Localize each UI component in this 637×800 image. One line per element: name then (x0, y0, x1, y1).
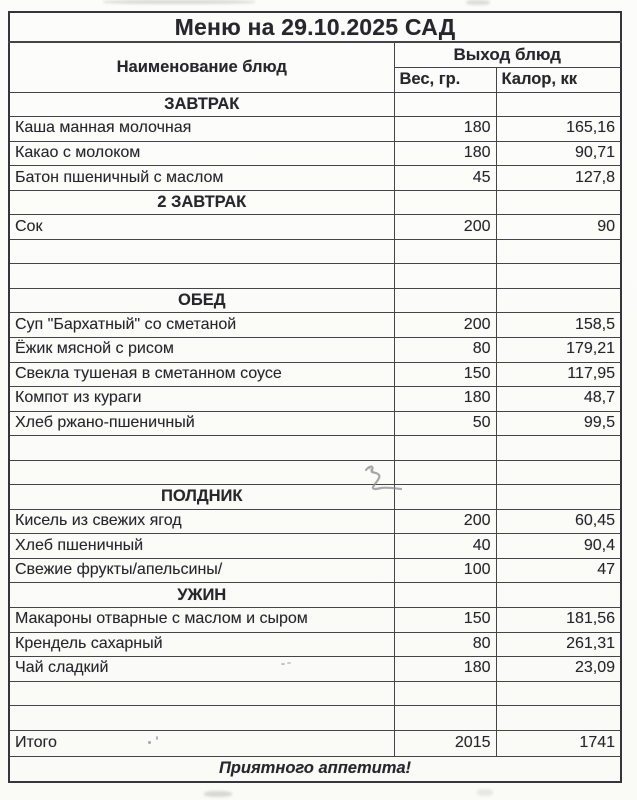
dish-name-cell: Хлеб ржано-пшеничный (9, 411, 394, 436)
column-header-calories: Калор, кк (496, 67, 621, 92)
dish-name-cell: УЖИН (9, 583, 394, 608)
dish-name-cell: ПОЛДНИК (9, 485, 394, 510)
item-row (9, 141, 621, 166)
scan-smudge-bottom-right (477, 789, 493, 796)
calories-cell: 117,95 (496, 362, 621, 387)
empty-row (9, 706, 621, 731)
calories-cell: 99,5 (496, 411, 621, 436)
item-row (9, 313, 621, 338)
calories-cell (496, 436, 621, 461)
weight-cell (394, 92, 496, 117)
weight-cell: 40 (394, 534, 496, 559)
item-row (9, 337, 621, 362)
dish-name-cell: ОБЕД (9, 288, 394, 313)
weight-cell: 180 (394, 387, 496, 412)
calories-cell: 60,45 (496, 509, 621, 534)
item-row (9, 632, 621, 657)
item-row (9, 558, 621, 583)
section-row (9, 92, 621, 117)
dish-name-cell (9, 239, 394, 264)
calories-cell (496, 460, 621, 485)
item-row (9, 509, 621, 534)
dish-name-cell (9, 460, 394, 485)
weight-cell (394, 485, 496, 510)
empty-row (9, 264, 621, 289)
weight-cell: 100 (394, 558, 496, 583)
weight-cell: 80 (394, 632, 496, 657)
weight-cell: 200 (394, 215, 496, 240)
weight-cell: 200 (394, 509, 496, 534)
weight-cell (394, 288, 496, 313)
calories-cell (496, 190, 621, 215)
calories-cell (496, 92, 621, 117)
item-row (9, 411, 621, 436)
dish-name-cell: Крендель сахарный (9, 632, 394, 657)
menu-footer (9, 756, 621, 782)
weight-cell (394, 239, 496, 264)
dish-name-cell: ЗАВТРАК (9, 92, 394, 117)
column-header-dish-name: Наименование блюд (9, 42, 394, 92)
calories-cell (496, 485, 621, 510)
weight-cell (394, 190, 496, 215)
footer-row (9, 756, 621, 782)
item-row (9, 607, 621, 632)
empty-row (9, 239, 621, 264)
column-header-output-group: Выход блюд (394, 42, 621, 67)
item-row (9, 166, 621, 191)
section-row (9, 190, 621, 215)
weight-cell (394, 583, 496, 608)
weight-cell: 45 (394, 166, 496, 191)
weight-cell: 180 (394, 117, 496, 142)
calories-cell (496, 706, 621, 731)
dish-name-cell: Свежие фрукты/апельсины/ (9, 558, 394, 583)
weight-cell: 2015 (394, 730, 496, 756)
weight-cell (394, 460, 496, 485)
calories-cell: 165,16 (496, 117, 621, 142)
weight-cell: 150 (394, 362, 496, 387)
section-row (9, 485, 621, 510)
item-row (9, 657, 621, 682)
page-title: Меню на 29.10.2025 САД (9, 12, 621, 42)
calories-cell: 179,21 (496, 337, 621, 362)
calories-cell: 90 (496, 215, 621, 240)
dish-name-cell: Свекла тушеная в сметанном соусе (9, 362, 394, 387)
menu-table (8, 11, 622, 783)
calories-cell: 90,71 (496, 141, 621, 166)
dish-name-cell: Чай сладкий (9, 657, 394, 682)
weight-cell: 180 (394, 657, 496, 682)
calories-cell (496, 264, 621, 289)
dish-name-cell (9, 706, 394, 731)
item-row (9, 362, 621, 387)
dish-name-cell: Компот из кураги (9, 387, 394, 412)
item-row (9, 534, 621, 559)
dish-name-cell: 2 ЗАВТРАК (9, 190, 394, 215)
dish-name-cell (9, 436, 394, 461)
empty-row (9, 436, 621, 461)
calories-cell (496, 288, 621, 313)
calories-cell: 261,31 (496, 632, 621, 657)
weight-cell: 150 (394, 607, 496, 632)
section-row (9, 288, 621, 313)
weight-cell: 180 (394, 141, 496, 166)
dish-name-cell (9, 681, 394, 706)
total-row (9, 730, 621, 756)
scan-smudge-bottom-left (204, 791, 232, 797)
dish-name-cell: Сок (9, 215, 394, 240)
weight-cell: 50 (394, 411, 496, 436)
calories-cell: 158,5 (496, 313, 621, 338)
dish-name-cell: Батон пшеничный с маслом (9, 166, 394, 191)
weight-cell (394, 681, 496, 706)
item-row (9, 117, 621, 142)
item-row (9, 215, 621, 240)
dish-name-cell: Каша манная молочная (9, 117, 394, 142)
section-row (9, 583, 621, 608)
calories-cell: 90,4 (496, 534, 621, 559)
empty-row (9, 681, 621, 706)
calories-cell (496, 681, 621, 706)
calories-cell (496, 583, 621, 608)
dish-name-cell: Хлеб пшеничный (9, 534, 394, 559)
empty-row (9, 460, 621, 485)
calories-cell: 23,09 (496, 657, 621, 682)
calories-cell: 47 (496, 558, 621, 583)
column-header-weight: Вес, гр. (394, 67, 496, 92)
weight-cell: 80 (394, 337, 496, 362)
scan-smudge-top-left (103, 0, 255, 4)
calories-cell (496, 239, 621, 264)
dish-name-cell: Макароны отварные с маслом и сыром (9, 607, 394, 632)
dish-name-cell: Кисель из свежих ягод (9, 509, 394, 534)
dish-name-cell: Ёжик мясной с рисом (9, 337, 394, 362)
header-row-1 (9, 42, 621, 67)
dish-name-cell (9, 264, 394, 289)
bon-appetit-text: Приятного аппетита! (9, 756, 621, 782)
menu-body (9, 92, 621, 756)
scan-smudge-top-right (466, 0, 490, 5)
title-row (9, 12, 621, 42)
menu-header (9, 12, 621, 92)
weight-cell (394, 706, 496, 731)
weight-cell (394, 436, 496, 461)
item-row (9, 387, 621, 412)
weight-cell (394, 264, 496, 289)
calories-cell: 48,7 (496, 387, 621, 412)
weight-cell: 200 (394, 313, 496, 338)
calories-cell: 1741 (496, 730, 621, 756)
calories-cell: 127,8 (496, 166, 621, 191)
dish-name-cell: Суп "Бархатный" со сметаной (9, 313, 394, 338)
dish-name-cell: Итого (9, 730, 394, 756)
dish-name-cell: Какао с молоком (9, 141, 394, 166)
calories-cell: 181,56 (496, 607, 621, 632)
